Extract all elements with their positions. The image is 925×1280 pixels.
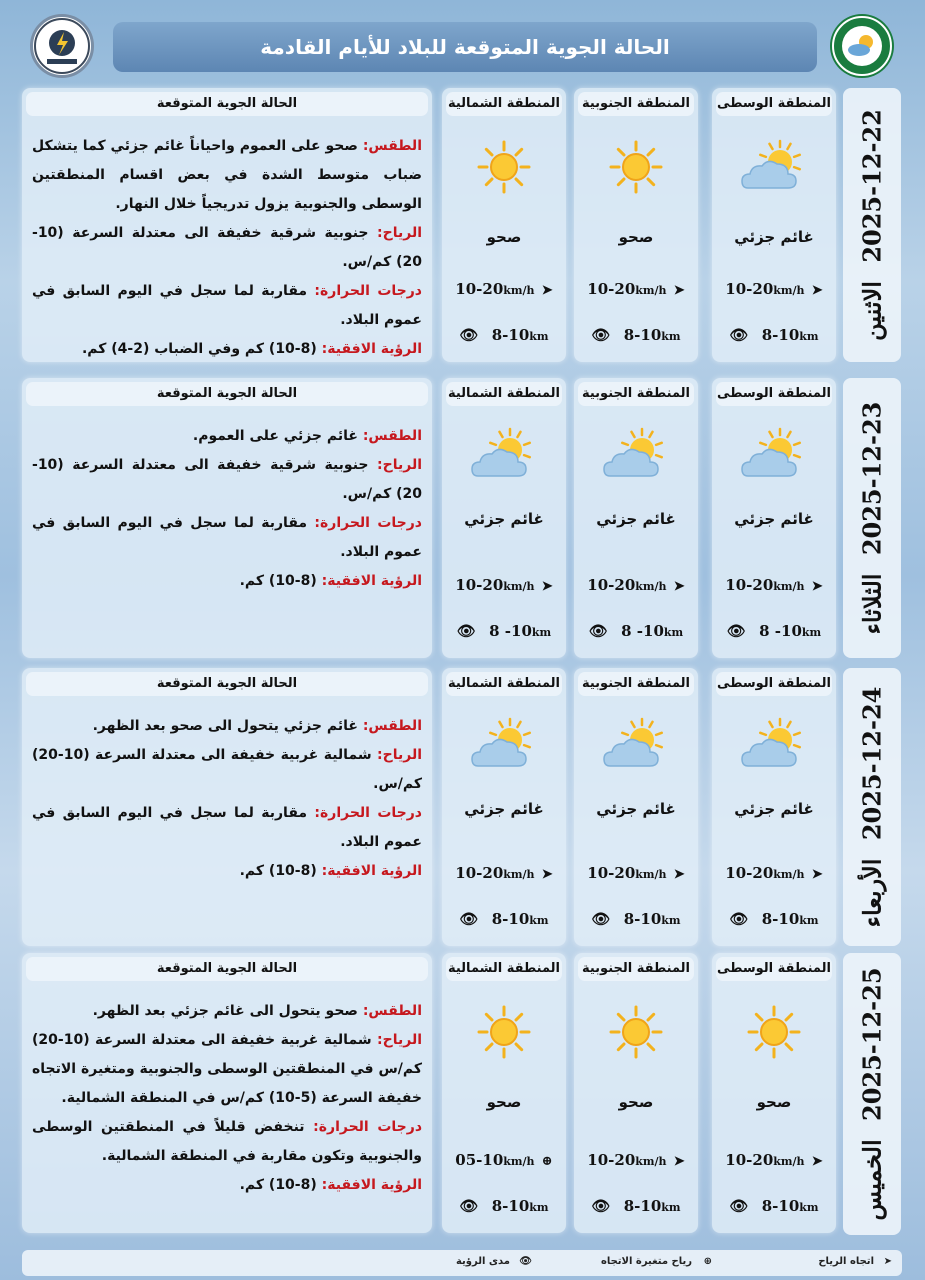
forecast-line-key: الطقس: xyxy=(362,718,422,734)
day-name: الاثنين xyxy=(857,281,887,341)
wind-range: 10-20 xyxy=(587,1151,636,1169)
forecast-line xyxy=(32,219,422,277)
visibility-unit: km xyxy=(529,914,549,927)
forecast-line xyxy=(32,422,422,451)
eye-icon: 👁 xyxy=(459,326,479,344)
forecast-line xyxy=(32,335,422,364)
condition-label: صحو xyxy=(486,1093,522,1111)
condition-label: غائم جزئي xyxy=(464,510,544,528)
region-name: المنطقة الوسطى xyxy=(716,92,832,116)
eye-icon: 👁 xyxy=(729,1197,749,1215)
forecast-line-key: الرؤية الافقية: xyxy=(321,341,422,357)
condition-label: غائم جزئي xyxy=(734,800,814,818)
visibility-unit: km xyxy=(661,330,681,343)
visibility-unit: km xyxy=(661,914,681,927)
date-value: 2025-12-25 xyxy=(857,967,887,1121)
visibility xyxy=(442,1197,566,1215)
visibility-range: 8 -10 xyxy=(759,622,802,640)
visibility-unit: km xyxy=(661,1201,681,1214)
forecast-line-key: درجات الحرارة: xyxy=(314,805,422,821)
wind-speed xyxy=(574,576,698,594)
visibility xyxy=(574,622,698,640)
visibility-range: 8 -10 xyxy=(621,622,664,640)
wind-range: 10-20 xyxy=(725,864,774,882)
region-card xyxy=(442,88,566,362)
visibility-range: 8 -10 xyxy=(489,622,532,640)
condition-label: صحو xyxy=(486,228,522,246)
forecast-line xyxy=(32,799,422,857)
forecast-title: الحالة الجوية المتوقعة xyxy=(26,382,428,406)
visibility-unit: km xyxy=(799,1201,819,1214)
date-label xyxy=(858,109,887,341)
condition-label: صحو xyxy=(618,228,654,246)
wind-range: 10-20 xyxy=(455,576,504,594)
forecast-line-key: الرياح: xyxy=(377,225,422,241)
wind-range: 10-20 xyxy=(587,280,636,298)
forecast-line-text: صحو يتحول الى غائم جزئي بعد الظهر. xyxy=(92,1003,363,1019)
wind-unit: km/h xyxy=(773,284,805,297)
wind-direction-icon: ➤ xyxy=(673,579,685,594)
legend-bar xyxy=(22,1250,902,1276)
forecast-line-text: شمالية غربية خفيفة الى معتدلة السرعة (10-20) كم/س في المنطقتين الوسطى والجنوبية ومتغيرة الاتجاه خفيفة السرعة (5-10) كم/س في المنطقة الشمالية. xyxy=(32,1032,422,1106)
date-value: 2025-12-24 xyxy=(857,686,887,841)
legend-wind-dir-icon: ➤ xyxy=(883,1256,892,1267)
date-label xyxy=(858,967,887,1220)
eye-icon: 👁 xyxy=(588,622,608,640)
region-name: المنطقة الوسطى xyxy=(716,382,832,406)
region-name: المنطقة الوسطى xyxy=(716,672,832,696)
forecast-line xyxy=(32,1026,422,1113)
region-name: المنطقة الشمالية xyxy=(446,672,562,696)
legend-variable-icon: ⊕ xyxy=(703,1256,712,1267)
condition-label: غائم جزئي xyxy=(464,800,544,818)
visibility-unit: km xyxy=(529,1201,549,1214)
forecast-line-key: الطقس: xyxy=(362,1003,422,1019)
sun-icon xyxy=(607,1003,665,1065)
wind-speed xyxy=(712,1151,836,1169)
forecast-title: الحالة الجوية المتوقعة xyxy=(26,92,428,116)
wind-range: 10-20 xyxy=(725,280,774,298)
wind-direction-icon: ➤ xyxy=(673,283,685,298)
condition-label: صحو xyxy=(618,1093,654,1111)
forecast-card xyxy=(22,668,432,946)
forecast-card xyxy=(22,378,432,658)
forecast-line-text: (8-10) كم. xyxy=(239,863,322,879)
condition-label: غائم جزئي xyxy=(734,510,814,528)
date-column xyxy=(843,953,901,1235)
partly-cloudy-icon xyxy=(600,426,672,488)
date-column xyxy=(843,88,901,362)
visibility xyxy=(574,910,698,928)
forecast-line-text: جنوبية شرقية خفيفة الى معتدلة السرعة (10-20) كم/س. xyxy=(32,457,422,502)
wind-unit: km/h xyxy=(503,1155,535,1168)
forecast-line-text: مقاربة لما سجل في اليوم السابق في عموم البلاد. xyxy=(32,805,422,850)
forecast-line-key: الرياح: xyxy=(377,747,422,763)
visibility xyxy=(442,910,566,928)
forecast-line-text: غائم جزئي على العموم. xyxy=(192,428,363,444)
visibility xyxy=(712,622,836,640)
visibility-unit: km xyxy=(801,626,822,639)
region-name: المنطقة الجنوبية xyxy=(578,382,694,406)
forecast-text xyxy=(32,132,422,364)
region-card xyxy=(574,378,698,658)
forecast-line xyxy=(32,712,422,741)
visibility xyxy=(712,1197,836,1215)
legend-eye-icon: 👁 xyxy=(519,1256,532,1267)
wind-direction-icon: ➤ xyxy=(811,867,823,882)
forecast-line xyxy=(32,567,422,596)
wind-direction-icon: ➤ xyxy=(541,283,553,298)
forecast-line xyxy=(32,132,422,219)
forecast-line-text: (8-10) كم. xyxy=(239,1177,322,1193)
region-name: المنطقة الشمالية xyxy=(446,957,562,981)
wind-unit: km/h xyxy=(503,284,535,297)
forecast-text xyxy=(32,422,422,596)
wind-speed xyxy=(442,1151,566,1169)
forecast-line-text: (8-10) كم. xyxy=(239,573,322,589)
lightning-emblem-icon xyxy=(33,17,91,75)
day-name: الأربعاء xyxy=(857,858,887,928)
forecast-line-text: جنوبية شرقية خفيفة الى معتدلة السرعة (10-20) كم/س. xyxy=(32,225,422,270)
region-card xyxy=(712,88,836,362)
wind-unit: km/h xyxy=(635,580,667,593)
forecast-line-text: (8-10) كم وفي الضباب (2-4) كم. xyxy=(81,341,322,357)
wind-unit: km/h xyxy=(635,1155,667,1168)
wind-direction-icon: ➤ xyxy=(673,1154,685,1169)
forecast-line xyxy=(32,277,422,335)
forecast-text xyxy=(32,712,422,886)
forecast-line-key: الرياح: xyxy=(377,457,422,473)
region-name: المنطقة الجنوبية xyxy=(578,957,694,981)
wind-speed xyxy=(574,280,698,298)
visibility-range: 8-10 xyxy=(491,326,530,344)
wind-unit: km/h xyxy=(635,868,667,881)
forecast-line-key: الطقس: xyxy=(362,428,422,444)
partly-cloudy-icon xyxy=(738,426,810,488)
forecast-line-key: الرياح: xyxy=(377,1032,422,1048)
forecast-line-text: مقاربة لما سجل في اليوم السابق في عموم البلاد. xyxy=(32,515,422,560)
partly-cloudy-icon xyxy=(738,716,810,778)
partly-cloudy-icon xyxy=(738,138,810,200)
visibility xyxy=(442,326,566,344)
eye-icon: 👁 xyxy=(726,622,746,640)
forecast-line-text: شمالية غربية خفيفة الى معتدلة السرعة (10-20) كم/س. xyxy=(32,747,422,792)
wind-range: 10-20 xyxy=(455,864,504,882)
forecast-title: الحالة الجوية المتوقعة xyxy=(26,672,428,696)
day-name: الثلاثاء xyxy=(857,573,887,635)
region-name: المنطقة الوسطى xyxy=(716,957,832,981)
forecast-line-text: غائم جزئي يتحول الى صحو بعد الظهر. xyxy=(92,718,363,734)
region-card xyxy=(574,953,698,1233)
wind-unit: km/h xyxy=(635,284,667,297)
eye-icon: 👁 xyxy=(729,910,749,928)
date-label xyxy=(858,402,887,635)
wind-speed xyxy=(574,864,698,882)
wind-range: 10-20 xyxy=(587,864,636,882)
eye-icon: 👁 xyxy=(591,326,611,344)
visibility-range: 8-10 xyxy=(623,910,662,928)
forecast-line-text: تنخفض قليلاً في المنطقتين الوسطى والجنوبية وتكون مقاربة في المنطقة الشمالية. xyxy=(32,1119,422,1164)
condition-label: صحو xyxy=(756,1093,792,1111)
date-column xyxy=(843,668,901,946)
forecast-line-text: صحو على العموم واحياناً غائم جزئي كما يتشكل ضباب متوسط الشدة في بعض اقسام المنطقتين الوسطى والجنوبية يزول تدريجياً خلال النهار. xyxy=(32,138,422,212)
region-card xyxy=(574,668,698,946)
eye-icon: 👁 xyxy=(459,910,479,928)
visibility xyxy=(712,910,836,928)
visibility-range: 8-10 xyxy=(623,326,662,344)
visibility-range: 8-10 xyxy=(491,1197,530,1215)
region-card xyxy=(442,953,566,1233)
day-name: الخميس xyxy=(857,1139,887,1221)
wind-direction-icon: ➤ xyxy=(811,1154,823,1169)
wind-unit: km/h xyxy=(773,1155,805,1168)
ministry-logo xyxy=(830,14,894,78)
forecast-line-key: درجات الحرارة: xyxy=(313,1119,423,1135)
partly-cloudy-icon xyxy=(468,716,540,778)
sun-icon xyxy=(475,138,533,200)
partly-cloudy-icon xyxy=(600,716,672,778)
forecast-line-key: درجات الحرارة: xyxy=(314,283,422,299)
forecast-line xyxy=(32,857,422,886)
wind-speed xyxy=(442,280,566,298)
region-name: المنطقة الشمالية xyxy=(446,382,562,406)
region-card xyxy=(712,378,836,658)
forecast-line xyxy=(32,1171,422,1200)
forecast-line-key: درجات الحرارة: xyxy=(314,515,422,531)
visibility-range: 8-10 xyxy=(761,910,800,928)
region-card xyxy=(712,953,836,1233)
sun-icon xyxy=(475,1003,533,1065)
visibility-unit: km xyxy=(799,330,819,343)
weather-emblem-icon xyxy=(830,14,894,78)
legend-wind-dir-label: اتجاه الرياح xyxy=(818,1256,874,1267)
eye-icon: 👁 xyxy=(456,622,476,640)
visibility xyxy=(712,326,836,344)
wind-speed xyxy=(442,576,566,594)
visibility-range: 8-10 xyxy=(623,1197,662,1215)
forecast-card xyxy=(22,953,432,1233)
eye-icon: 👁 xyxy=(459,1197,479,1215)
visibility-range: 8-10 xyxy=(491,910,530,928)
forecast-line xyxy=(32,1113,422,1171)
visibility-unit: km xyxy=(531,626,552,639)
wind-unit: km/h xyxy=(503,868,535,881)
wind-speed xyxy=(574,1151,698,1169)
partly-cloudy-icon xyxy=(468,426,540,488)
wind-direction-icon: ➤ xyxy=(541,579,553,594)
wind-range: 10-20 xyxy=(725,1151,774,1169)
forecast-line xyxy=(32,509,422,567)
wind-unit: km/h xyxy=(773,580,805,593)
date-value: 2025-12-23 xyxy=(857,401,887,556)
forecast-line-key: الطقس: xyxy=(362,138,422,154)
visibility xyxy=(442,622,566,640)
visibility-range: 8-10 xyxy=(761,326,800,344)
wind-unit: km/h xyxy=(503,580,535,593)
wind-direction-icon: ➤ xyxy=(673,867,685,882)
forecast-line-key: الرؤية الافقية: xyxy=(321,1177,422,1193)
wind-range: 05-10 xyxy=(455,1151,504,1169)
meteorology-logo xyxy=(30,14,94,78)
date-column xyxy=(843,378,901,658)
condition-label: غائم جزئي xyxy=(596,510,676,528)
legend-visibility-label: مدى الرؤية xyxy=(455,1256,510,1267)
forecast-line xyxy=(32,451,422,509)
visibility xyxy=(574,1197,698,1215)
page-title: الحالة الجوية المتوقعة للبلاد للأيام القادمة xyxy=(113,22,817,72)
wind-direction-icon: ➤ xyxy=(541,867,553,882)
region-name: المنطقة الجنوبية xyxy=(578,672,694,696)
region-card xyxy=(442,378,566,658)
region-name: المنطقة الشمالية xyxy=(446,92,562,116)
condition-label: غائم جزئي xyxy=(596,800,676,818)
wind-direction-icon: ➤ xyxy=(811,283,823,298)
legend-variable-label: رياح متغيرة الاتجاه xyxy=(600,1256,692,1267)
date-value: 2025-12-22 xyxy=(857,109,887,263)
wind-unit: km/h xyxy=(773,868,805,881)
forecast-line-key: الرؤية الافقية: xyxy=(321,863,422,879)
variable-wind-icon: ⊕ xyxy=(541,1154,553,1169)
wind-range: 10-20 xyxy=(587,576,636,594)
date-label xyxy=(858,687,887,928)
region-card xyxy=(574,88,698,362)
visibility xyxy=(574,326,698,344)
forecast-line-text: مقاربة لما سجل في اليوم السابق في عموم البلاد. xyxy=(32,283,422,328)
wind-speed xyxy=(712,576,836,594)
forecast-card xyxy=(22,88,432,362)
visibility-unit: km xyxy=(799,914,819,927)
eye-icon: 👁 xyxy=(591,910,611,928)
wind-speed xyxy=(712,280,836,298)
wind-range: 10-20 xyxy=(455,280,504,298)
forecast-title: الحالة الجوية المتوقعة xyxy=(26,957,428,981)
region-name: المنطقة الجنوبية xyxy=(578,92,694,116)
eye-icon: 👁 xyxy=(591,1197,611,1215)
sun-icon xyxy=(607,138,665,200)
wind-range: 10-20 xyxy=(725,576,774,594)
forecast-text xyxy=(32,997,422,1200)
region-card xyxy=(442,668,566,946)
visibility-range: 8-10 xyxy=(761,1197,800,1215)
region-card xyxy=(712,668,836,946)
visibility-unit: km xyxy=(663,626,684,639)
forecast-line-key: الرؤية الافقية: xyxy=(321,573,422,589)
condition-label: غائم جزئي xyxy=(734,228,814,246)
eye-icon: 👁 xyxy=(729,326,749,344)
forecast-line xyxy=(32,741,422,799)
wind-direction-icon: ➤ xyxy=(811,579,823,594)
wind-speed xyxy=(442,864,566,882)
sun-icon xyxy=(745,1003,803,1065)
forecast-line xyxy=(32,997,422,1026)
visibility-unit: km xyxy=(529,330,549,343)
wind-speed xyxy=(712,864,836,882)
